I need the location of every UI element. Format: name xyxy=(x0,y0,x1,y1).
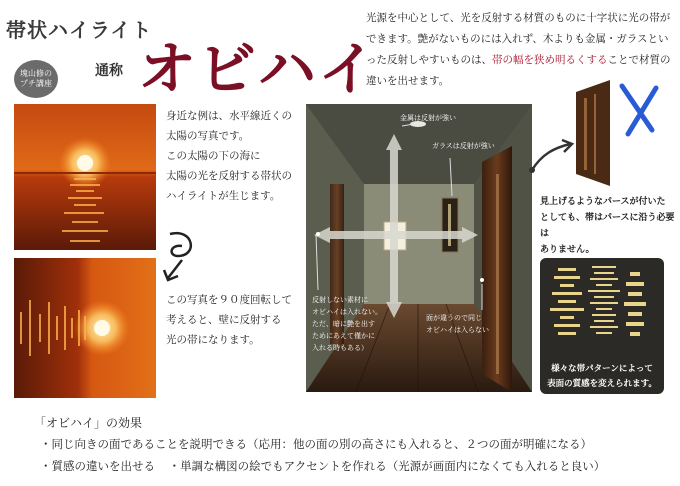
matte-line: 入れる時もある） xyxy=(312,344,368,352)
label-glass: ガラスは反射が強い xyxy=(432,142,495,150)
effects-item2: ・質感の違いを出せる xyxy=(40,459,155,473)
pattern-caption xyxy=(540,358,664,392)
intro-part2: ことで材質の違いを出せます。 xyxy=(366,54,671,87)
sunset-explanation xyxy=(166,106,306,206)
pattern-caption-line: 様々な帯パターンによって xyxy=(551,364,653,374)
sunset-text-line: この太陽の下の海に xyxy=(166,150,261,162)
door-note-line: ありません。 xyxy=(540,245,595,255)
plane-line: 面が違うので同じ xyxy=(426,314,482,322)
sunset-text-line: ハイライトが生じます。 xyxy=(166,190,281,202)
pointer-arrow-icon xyxy=(526,136,576,176)
matte-line: 反射しない素材に xyxy=(312,296,368,304)
pattern-caption-line: 表面の質感を変えられます。 xyxy=(547,379,657,389)
rotate-text-line: 考えると、壁に反射する xyxy=(166,314,282,326)
pattern-sample-card xyxy=(540,258,664,394)
main-title: オビハイ xyxy=(138,35,379,103)
matte-line: ためにあえて僅かに xyxy=(312,332,375,340)
small-door-image xyxy=(572,78,672,186)
plane-line: オビハイは入らない xyxy=(426,326,489,334)
matte-line: オビハイは入れない。 xyxy=(312,308,382,316)
rotate-arrow-icon xyxy=(160,226,204,286)
effects-item xyxy=(40,458,605,474)
intro-part1: 光源を中心として、光を反射する材質のものに十字状に光の帯ができます。艶がないものには入れず、木よりも金属・ガラスといった反射しやすいものは、 xyxy=(366,12,671,66)
rotate-text-line: 光の帯になります。 xyxy=(166,334,260,346)
subtitle: 帯状ハイライト xyxy=(6,18,153,42)
rotated-sunset-image xyxy=(14,258,156,398)
matte-line: ただ、暗に艶を出す xyxy=(312,320,375,328)
effects-item: ・同じ向きの面であることを説明できる（応用：他の面の別の高さにも入れると、２つの面が明確になる） xyxy=(40,437,592,451)
sunset-text-line: 太陽の光を反射する帯状の xyxy=(166,170,292,182)
highlight-patterns xyxy=(540,258,664,354)
door-note-line: 見上げるようなパースが付いた xyxy=(540,197,666,207)
sunset-photo xyxy=(14,104,156,250)
label-matte xyxy=(312,294,392,354)
wrong-cross-icon xyxy=(622,86,656,134)
sunset-image xyxy=(14,104,156,250)
lecture-badge xyxy=(14,60,58,98)
rotate-explanation xyxy=(166,290,306,350)
label-metal: 金属は反射が強い xyxy=(400,114,456,122)
label-plane xyxy=(426,312,510,336)
rotated-sunset-photo xyxy=(14,258,156,398)
effects-item3: ・単調な構図の絵でもアクセントを作れる（光源が画面内になくても入れると良い） xyxy=(168,459,606,473)
sunset-text-line: 太陽の写真です。 xyxy=(166,130,250,142)
intro-highlight: 帯の幅を狭め明るくする xyxy=(492,54,608,66)
door-note-line: としても、帯はパースに沿う必要は xyxy=(540,213,675,239)
sunset-text-line: 身近な例は、水平線近くの xyxy=(166,110,292,122)
nickname-label: 通称 xyxy=(95,63,123,79)
badge-text: 塊山修の プチ講座 xyxy=(20,69,52,88)
rotate-text-line: この写真を９０度回転して xyxy=(166,294,292,306)
effects-heading: 「オビハイ」の効果 xyxy=(34,416,143,430)
